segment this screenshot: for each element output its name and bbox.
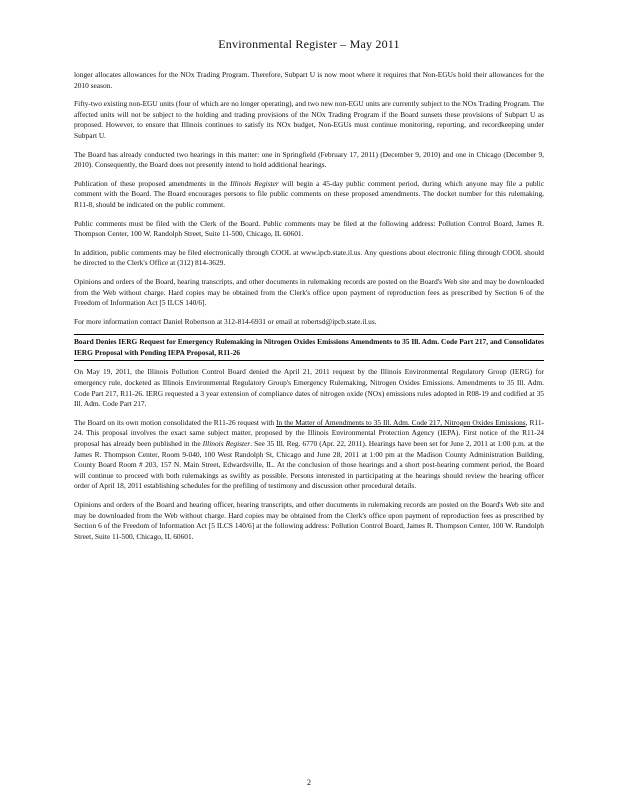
- paragraph: [74, 418, 544, 492]
- paragraph: longer allocates allowances for the NOx Trading Program. Therefore, Subpart U is now moot where it requires that Non-EGUs hold their allowances for the 2010 season.: [74, 70, 544, 90]
- text-run: , R11-24. This proposal involves the exact same subject matter, proposed by the Illinois Environmental Protection Agency (IEPA). First notice of the R11-24 proposal has already been published in the: [74, 417, 544, 449]
- publication-title: Illinois Register: [230, 178, 279, 188]
- paragraph: In addition, public comments may be filed electronically through COOL at www.ipcb.state.il.us. Any questions about electronic filing through COOL should be directed to the Clerk's Office at (312) 814-3629.: [74, 247, 544, 268]
- publication-title: Illinois Register: [202, 439, 251, 449]
- case-title: In the Matter of Amendments to 35 Ill. Adm. Code 217, Nitrogen Oxides Emissions: [276, 417, 526, 427]
- page-header-title: Environmental Register – May 2011: [218, 37, 400, 51]
- paragraph: The Board has already conducted two hearings in this matter: one in Springfield (February 17, 2011) (December 9, 2010) and one in Chicago (December 9, 2010). Consequently, the Board does not presently intend to hold additional hearings.: [74, 149, 544, 170]
- section-heading: Board Denies IERG Request for Emergency Rulemaking in Nitrogen Oxides Emissions Amendments to 35 Ill. Adm. Code Part 217, and Consolidates IERG Proposal with Pending IEPA Proposal, R11-26: [74, 334, 544, 361]
- paragraph: [74, 179, 544, 211]
- paragraph: Public comments must be filed with the Clerk of the Board. Public comments may be filed at the following address: Pollution Control Board, James R. Thompson Center, 100 W. Randolph Street, Suite 11-500, Chicago, IL 60601.: [74, 218, 544, 239]
- paragraph: Opinions and orders of the Board, hearing transcripts, and other documents in rulemaking records are posted on the Board's Web site and may be downloaded from the Web without charge. Hard copies may be obtained from the Clerk's office upon payment of reproduction fees as prescribed by Section 6 of the Freedom of Information Act [5 ILCS 140/6].: [74, 276, 544, 308]
- document-body: [74, 70, 544, 550]
- text-run: The Board on its own motion consolidated the R11-26 request with: [74, 417, 277, 427]
- text-run: . See 35 Ill. Reg. 6770 (Apr. 22, 2011). Hearings have been set for June 2, 2011 at 1:00 p.m. at the James R. Thompson Center, Room 9-040, 100 West Randolph St, Chicago and June 28, 2011 at 1:00 pm at the Madison County Administration Building, County Board Room # 203, 157 N. Main Street, Edwardsville, IL. At the conclusion of those hearings and a short post-hearing comment period, the Board will continue to proceed with both rulemakings as swiftly as possible. Persons interested in participating at the hearings should review the hearing officer order of April 18, 2011 establishing schedules for the prefiling of testimony and discussion other procedural details.: [74, 439, 544, 491]
- paragraph: For more information contact Daniel Robertson at 312-814-6931 or email at robertsd@ipcb.state.il.us.: [74, 316, 377, 326]
- text-run: will begin a 45-day public comment period, during which anyone may file a public comment with the Board. The Board encourages persons to file public comments on these proposed amendments. The docket number for this rulemaking, R11-8, should be indicated on the public comment.: [74, 178, 544, 209]
- paragraph: Fifty-two existing non-EGU units (four of which are no longer operating), and two new non-EGU units are currently subject to the NOx Trading Program. The affected units will not be subject to the holding and trading provisions of the NOx Trading Program if the Board sunsets these provisions of Subpart U as proposed. However, to ensure that Illinois continues to satisfy its NOx budget, Non-EGUs must continue monitoring, reporting, and recordkeeping under Subpart U.: [74, 99, 544, 140]
- paragraph: Opinions and orders of the Board and hearing officer, hearing transcripts, and other documents in rulemaking records are posted on the Board's Web site and may be downloaded from the Web without charge. Hard copies may be obtained from the Clerk's office upon payment of reproduction fees as prescribed by Section 6 of the Freedom of Information Act [5 ILCS 140/6] at the following address: Pollution Control Board, James R. Thompson Center, 100 W. Randolph Street, Suite 11-500, Chicago, IL 60601.: [74, 500, 544, 541]
- text-run: Publication of these proposed amendments in the: [74, 178, 231, 188]
- page-number: 2: [307, 778, 311, 787]
- paragraph: On May 19, 2011, the Illinois Pollution Control Board denied the April 21, 2011 request by the Illinois Environmental Regulatory Group (IERG) for emergency rule, docketed as Illinois Environmental Regulatory Group's Emergency Rulemaking, Nitrogen Oxides Emissions. Amendments to 35 Ill. Adm. Code Part 217, R11-26. IERG requested a 3 year extension of compliance dates of nitrogen oxide (NOx) emissions rules adopted in R08-19 and codified at 35 Ill. Adm. Code Part 217.: [74, 367, 544, 409]
